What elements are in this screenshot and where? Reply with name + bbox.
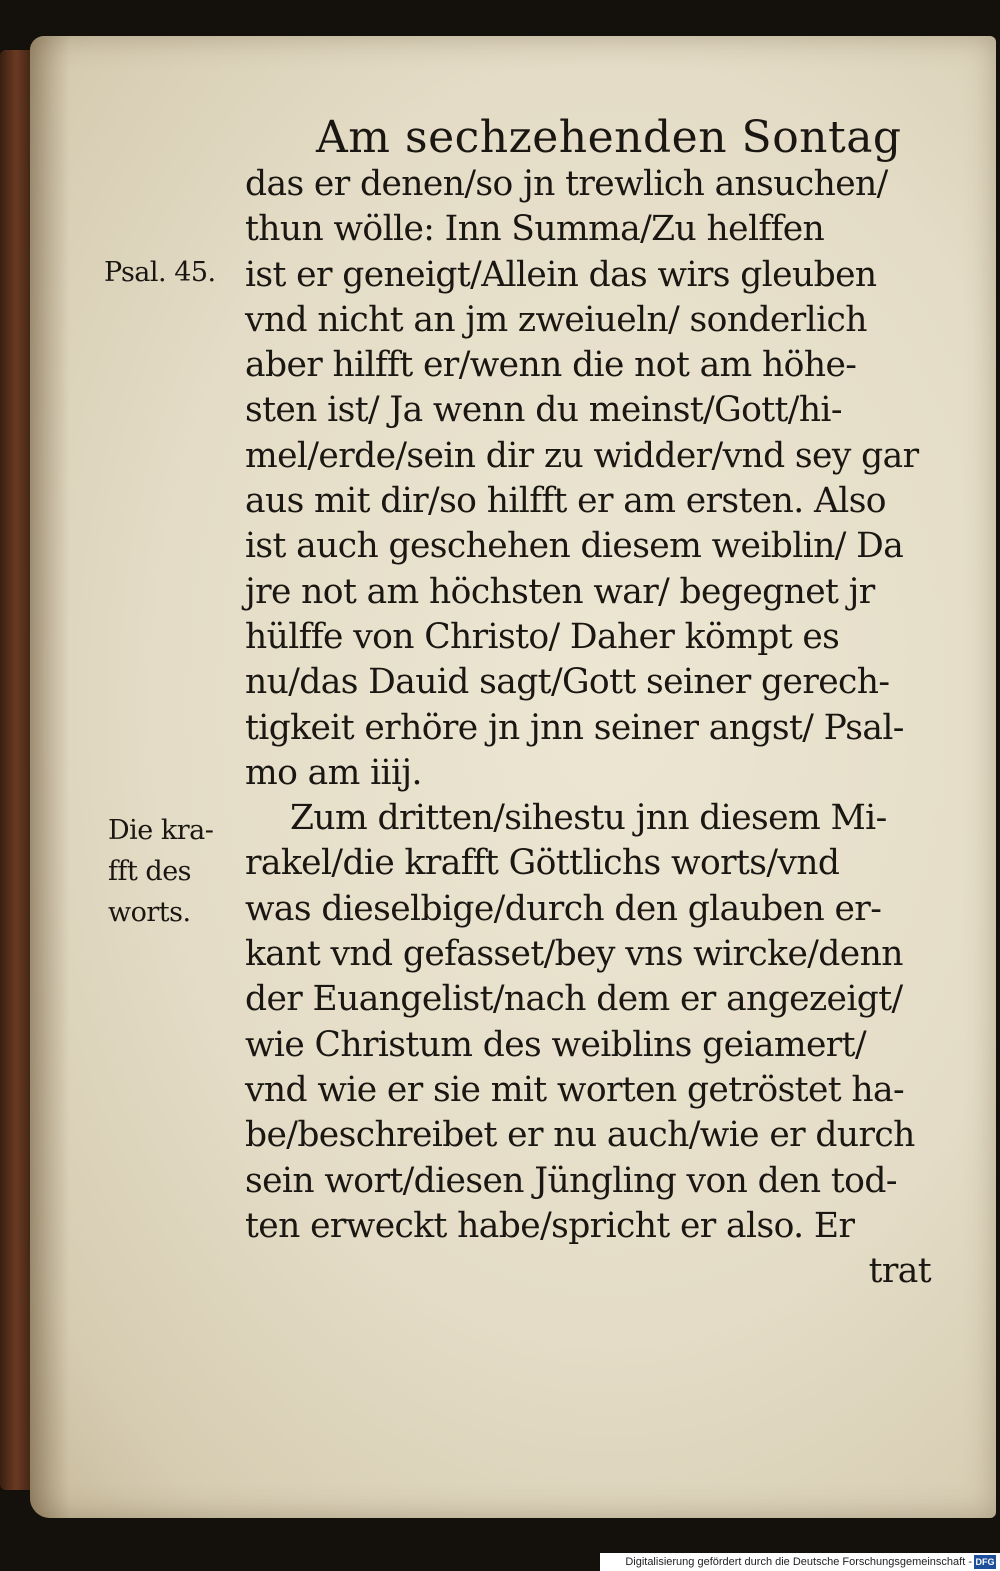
text-line: jre not am höchsten war/ begegnet jr: [245, 571, 875, 612]
text-line: ist er geneigt/Allein das wirs gleuben: [245, 254, 877, 295]
margin-note-line: Die kra-: [108, 815, 214, 846]
text-line: der Euangelist/nach dem er angezeigt/: [245, 979, 903, 1020]
dfg-logo: DFG: [975, 1557, 995, 1567]
text-line: sten ist/ Ja wenn du meinst/Gott/hi-: [245, 390, 842, 431]
text-line: vnd wie er sie mit worten getröstet ha-: [245, 1069, 905, 1110]
text-line: ten erweckt habe/spricht er also. Er: [245, 1205, 855, 1246]
catchword: trat: [868, 1251, 931, 1292]
text-line: tigkeit erhöre jn jnn seiner angst/ Psal-: [245, 707, 904, 748]
running-header: Am sechzehenden Sontag: [316, 112, 902, 163]
margin-note-line: worts.: [108, 897, 191, 928]
text-line: nu/das Dauid sagt/Gott seiner gerech-: [245, 662, 890, 703]
text-line: aber hilfft er/wenn die not am höhe-: [245, 345, 857, 386]
text-line: vnd nicht an jm zweiueln/ sonderlich: [245, 299, 867, 340]
digitization-credit: Digitalisierung gefördert durch die Deutsche Forschungsgemeinschaft -: [600, 1553, 1000, 1571]
text-line: kant vnd gefasset/bey vns wircke/denn: [245, 934, 903, 975]
text-line: rakel/die krafft Göttlichs worts/vnd: [245, 843, 840, 884]
text-line: aus mit dir/so hilfft er am ersten. Also: [245, 481, 886, 522]
text-line: hülffe von Christo/ Daher kömpt es: [245, 616, 840, 657]
text-line: das er denen/so jn trewlich ansuchen/: [245, 164, 888, 204]
paragraph-start-line: Zum dritten/sihestu jnn diesem Mi-: [290, 798, 887, 839]
text-line: mel/erde/sein dir zu widder/vnd sey gar: [245, 435, 919, 476]
margin-note-kraft: [108, 810, 213, 933]
body-text-block: [245, 162, 945, 1294]
page-gutter-shadow: [30, 36, 70, 1518]
text-line: be/beschreibet er nu auch/wie er durch: [245, 1115, 915, 1156]
text-line: sein wort/diesen Jüngling von den tod-: [245, 1160, 897, 1201]
text-line: mo am iiij.: [245, 752, 422, 793]
text-line: ist auch geschehen diesem weiblin/ Da: [245, 526, 904, 567]
text-line: wie Christum des weiblins geiamert/: [245, 1024, 866, 1065]
margin-note-line: fft des: [108, 856, 192, 887]
text-line: thun wölle: Inn Summa/Zu helffen: [245, 209, 825, 250]
text-line: was dieselbige/durch den glauben er-: [245, 888, 882, 929]
margin-note-psalm: Psal. 45.: [104, 257, 216, 288]
